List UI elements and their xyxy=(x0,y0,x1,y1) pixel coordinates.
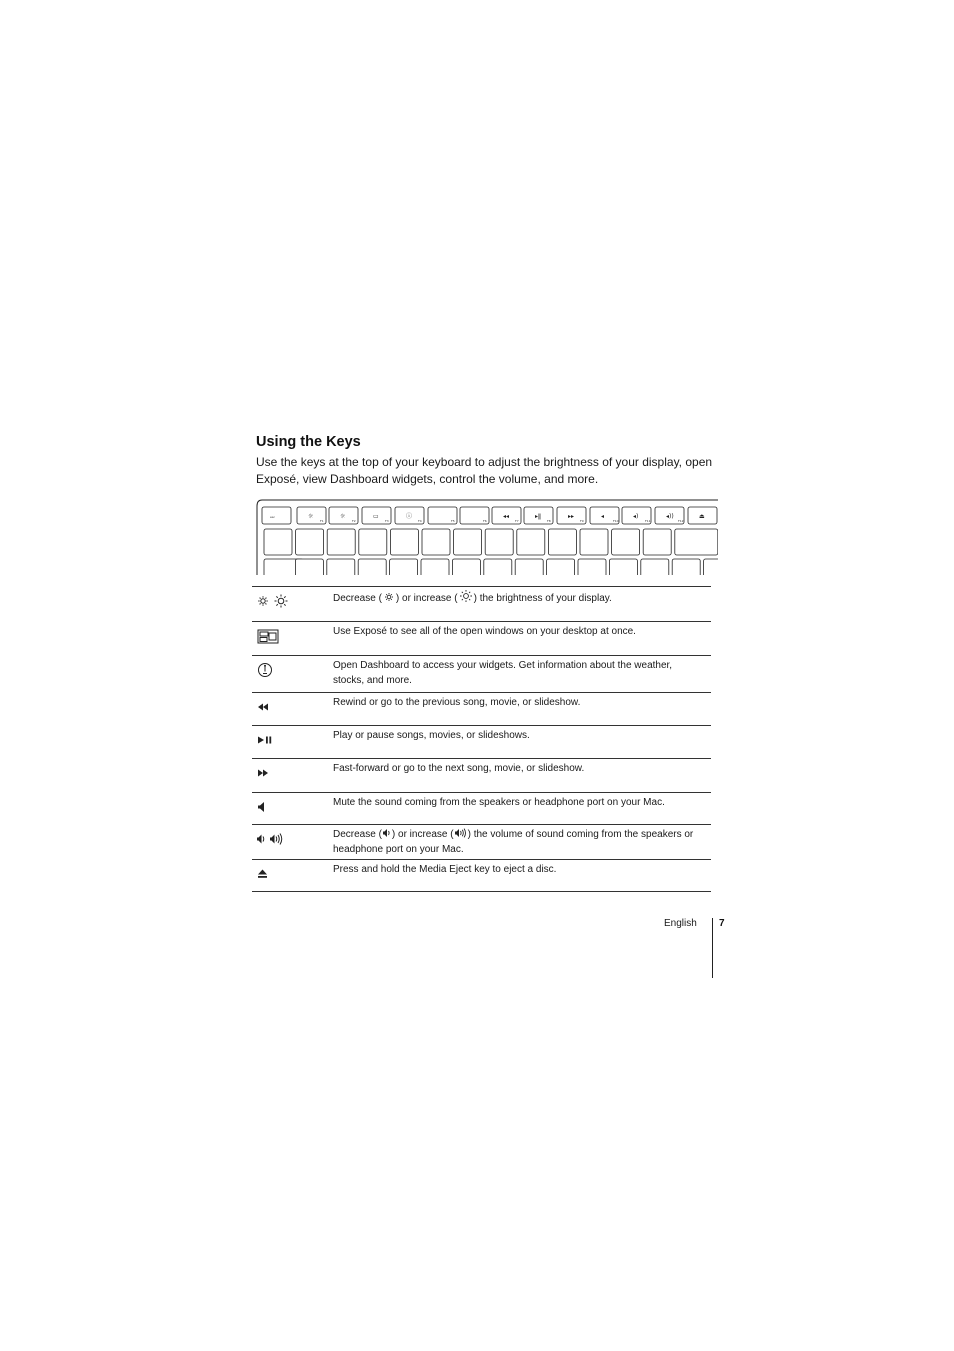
function-key-label: F2 xyxy=(352,519,356,523)
keyboard-svg xyxy=(256,499,718,575)
esc-key xyxy=(262,507,291,524)
number-row-key xyxy=(517,529,545,555)
tab-row-key xyxy=(484,559,512,575)
function-key-label: F8 xyxy=(547,519,551,523)
tab-row-key xyxy=(515,559,543,575)
tab-row-key xyxy=(390,559,418,575)
brightness-desc-part-1: Decrease ( xyxy=(333,593,382,604)
brightness-up-icon xyxy=(458,589,474,603)
table-row-brightness xyxy=(252,587,711,622)
tab-row-key xyxy=(295,559,323,575)
volume-desc-part-1: Decrease ( xyxy=(333,829,382,840)
section-intro: Use the keys at the top of your keyboard to adjust the brightness of your display, open Exposé, view Dashboard widgets, control the volume, and more. xyxy=(256,455,713,486)
function-key-label: F7 xyxy=(515,519,519,523)
table-row-dashboard xyxy=(252,656,711,693)
function-key-label: F10 xyxy=(613,519,619,523)
volume-desc-part-3: ) the volume of sound coming from the speakers or headphone port on your Mac. xyxy=(333,829,694,855)
function-key-label: F1 xyxy=(320,519,324,523)
table-row-eject xyxy=(252,860,711,892)
esc-key-label: esc xyxy=(270,515,276,519)
brightness-icon xyxy=(256,593,326,609)
volume-down-icon xyxy=(382,827,392,839)
volume-icon xyxy=(256,831,326,847)
eject-description: Press and hold the Media Eject key to eject a disc. xyxy=(333,864,557,875)
expose-description: Use Exposé to see all of the open windows on your desktop at once. xyxy=(333,626,636,637)
footer-language: English xyxy=(664,918,697,929)
brightness-description xyxy=(333,589,703,606)
number-row-key xyxy=(643,529,671,555)
function-key-symbol: ☼ xyxy=(340,513,346,520)
table-row-rewind xyxy=(252,693,711,726)
function-key-symbol: ☼ xyxy=(308,513,314,520)
number-row-key xyxy=(548,529,576,555)
number-row-key xyxy=(612,529,640,555)
mute-description: Mute the sound coming from the speakers or headphone port on your Mac. xyxy=(333,797,665,808)
tab-row-key xyxy=(327,559,355,575)
function-key-label: F3 xyxy=(385,519,389,523)
function-key-symbol: ◂◂ xyxy=(503,513,510,520)
tab-row-key xyxy=(641,559,669,575)
number-row-key xyxy=(580,529,608,555)
mute-icon xyxy=(256,799,326,815)
brightness-down-icon xyxy=(382,591,396,603)
volume-up-icon xyxy=(454,827,468,839)
function-key-symbol: ◂)) xyxy=(666,513,674,520)
function-key-symbol: ◂) xyxy=(633,513,639,520)
number-row-key xyxy=(359,529,387,555)
function-key-symbol: ◂ xyxy=(601,513,605,520)
tab-row-key xyxy=(704,559,718,575)
function-key-label: F4 xyxy=(418,519,422,523)
number-row-key xyxy=(454,529,482,555)
fast-forward-icon xyxy=(256,765,326,781)
function-key-symbol: ▸ǁ xyxy=(535,513,541,520)
tab-row-key xyxy=(452,559,480,575)
play-pause-description: Play or pause songs, movies, or slideshows. xyxy=(333,730,530,741)
function-key-label: F12 xyxy=(678,519,684,523)
fast-forward-description: Fast-forward or go to the next song, movie, or slideshow. xyxy=(333,763,585,774)
function-key-label: F6 xyxy=(483,519,487,523)
eject-icon xyxy=(256,866,326,882)
function-key-label: F9 xyxy=(580,519,584,523)
tab-row-key xyxy=(578,559,606,575)
brightness-desc-part-3: ) the brightness of your display. xyxy=(473,593,612,604)
table-row-expose xyxy=(252,622,711,656)
function-key-symbol: ▸▸ xyxy=(568,513,575,520)
number-row-key xyxy=(264,529,292,555)
function-key-label: F11 xyxy=(645,519,651,523)
table-row-fast-forward xyxy=(252,759,711,793)
tab-row-key xyxy=(358,559,386,575)
keyboard-illustration xyxy=(256,499,718,575)
volume-description xyxy=(333,827,703,857)
function-key-symbol: ⏏ xyxy=(699,513,705,520)
function-key-symbol: ⓘ xyxy=(406,513,413,520)
section-title: Using the Keys xyxy=(256,434,361,450)
number-row-key xyxy=(296,529,324,555)
volume-desc-part-2: ) or increase ( xyxy=(391,829,454,840)
number-row-key xyxy=(485,529,513,555)
tab-row-key xyxy=(421,559,449,575)
tab-row-key xyxy=(547,559,575,575)
key-function-table xyxy=(252,586,711,892)
play-pause-icon xyxy=(256,732,326,748)
brightness-desc-part-2: ) or increase ( xyxy=(395,593,458,604)
table-row-volume xyxy=(252,825,711,860)
table-row-mute xyxy=(252,793,711,825)
dashboard-icon xyxy=(256,662,326,678)
number-row-key xyxy=(327,529,355,555)
table-row-play-pause xyxy=(252,726,711,759)
number-row-key xyxy=(422,529,450,555)
function-key-symbol: ▭ xyxy=(373,513,379,520)
page-number: 7 xyxy=(719,918,725,929)
tab-row-key xyxy=(609,559,637,575)
rewind-description: Rewind or go to the previous song, movie, or slideshow. xyxy=(333,697,581,708)
dashboard-description: Open Dashboard to access your widgets. Get information about the weather, stocks, and more. xyxy=(333,660,673,686)
number-row-key xyxy=(390,529,418,555)
expose-icon xyxy=(256,628,326,644)
rewind-icon xyxy=(256,699,326,715)
number-row-key xyxy=(675,529,718,555)
tab-row-key xyxy=(672,559,700,575)
footer-divider xyxy=(712,918,713,978)
function-key-label: F5 xyxy=(451,519,455,523)
